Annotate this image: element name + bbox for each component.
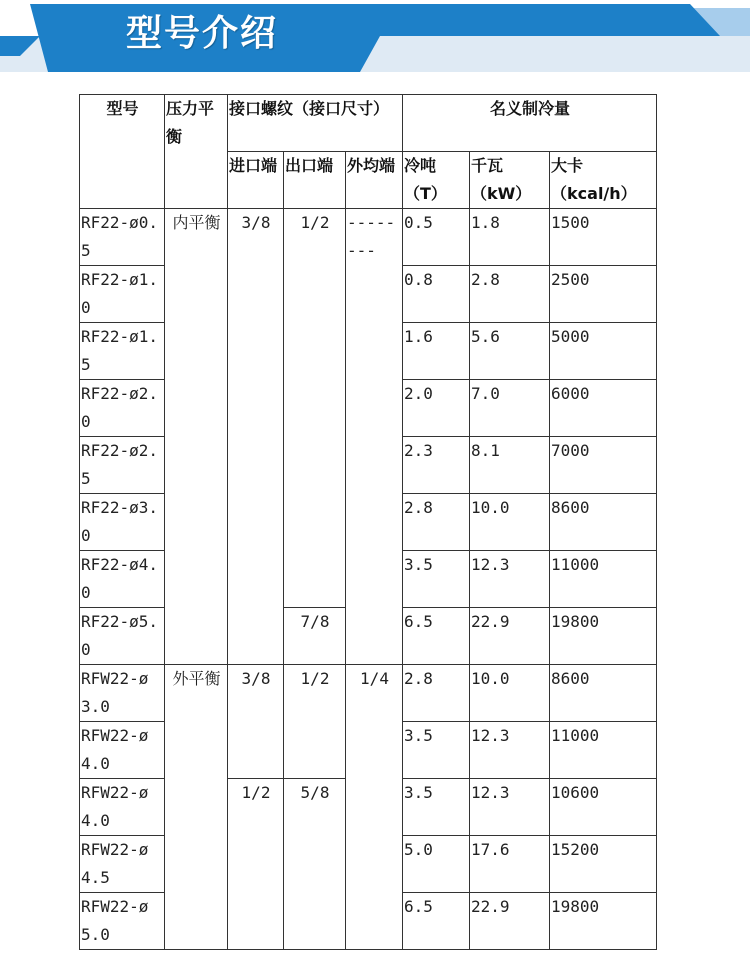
inlet-cell: 3/8 [228, 665, 284, 779]
kw-cell: 1.8 [470, 209, 550, 266]
kw-cell: 8.1 [470, 437, 550, 494]
external-cell: -------- [346, 209, 403, 665]
header-inlet: 进口端 [228, 152, 284, 209]
kw-cell: 10.0 [470, 494, 550, 551]
kcal-cell: 5000 [550, 323, 657, 380]
kw-cell: 2.8 [470, 266, 550, 323]
banner-shapes [0, 0, 750, 72]
header-thread-group: 接口螺纹（接口尺寸） [228, 95, 403, 152]
model-cell: RFW22-ø4.5 [80, 836, 165, 893]
header-capacity-group: 名义制冷量 [403, 95, 657, 152]
model-cell: RF22-ø1.5 [80, 323, 165, 380]
kcal-cell: 1500 [550, 209, 657, 266]
header-kcal: 大卡（kcal/h） [550, 152, 657, 209]
tons-cell: 1.6 [403, 323, 470, 380]
kcal-cell: 6000 [550, 380, 657, 437]
header-pressure: 压力平衡 [165, 95, 228, 209]
kw-cell: 17.6 [470, 836, 550, 893]
kw-cell: 22.9 [470, 608, 550, 665]
tons-cell: 6.5 [403, 893, 470, 950]
model-cell: RFW22-ø4.0 [80, 722, 165, 779]
kw-cell: 10.0 [470, 665, 550, 722]
external-cell: 1/4 [346, 665, 403, 950]
kcal-cell: 19800 [550, 608, 657, 665]
header-row-1 [80, 95, 657, 152]
kw-cell: 12.3 [470, 551, 550, 608]
kw-cell: 7.0 [470, 380, 550, 437]
kcal-cell: 11000 [550, 722, 657, 779]
tons-cell: 3.5 [403, 551, 470, 608]
model-cell: RF22-ø5.0 [80, 608, 165, 665]
pressure-cell-inner: 内平衡 [165, 209, 228, 665]
tons-cell: 0.8 [403, 266, 470, 323]
model-cell: RFW22-ø3.0 [80, 665, 165, 722]
table-row [80, 209, 657, 266]
header-outlet: 出口端 [284, 152, 346, 209]
tons-cell: 2.3 [403, 437, 470, 494]
header-kw: 千瓦（kW） [470, 152, 550, 209]
model-cell: RF22-ø2.5 [80, 437, 165, 494]
kcal-cell: 2500 [550, 266, 657, 323]
model-cell: RF22-ø2.0 [80, 380, 165, 437]
tons-cell: 3.5 [403, 779, 470, 836]
kcal-cell: 10600 [550, 779, 657, 836]
kcal-cell: 19800 [550, 893, 657, 950]
inlet-cell: 1/2 [228, 779, 284, 950]
outlet-cell: 1/2 [284, 665, 346, 779]
page-title: 型号介绍 [126, 12, 279, 54]
kw-cell: 22.9 [470, 893, 550, 950]
tons-cell: 6.5 [403, 608, 470, 665]
tons-cell: 2.0 [403, 380, 470, 437]
kw-cell: 12.3 [470, 779, 550, 836]
model-cell: RFW22-ø5.0 [80, 893, 165, 950]
tons-cell: 0.5 [403, 209, 470, 266]
tons-cell: 5.0 [403, 836, 470, 893]
outlet-cell: 1/2 [284, 209, 346, 608]
kw-cell: 5.6 [470, 323, 550, 380]
tons-cell: 2.8 [403, 665, 470, 722]
header-external: 外均端 [346, 152, 403, 209]
pressure-cell-external: 外平衡 [165, 665, 228, 950]
kcal-cell: 8600 [550, 665, 657, 722]
outlet-cell: 7/8 [284, 608, 346, 665]
kcal-cell: 8600 [550, 494, 657, 551]
tons-cell: 2.8 [403, 494, 470, 551]
model-cell: RF22-ø0.5 [80, 209, 165, 266]
kcal-cell: 11000 [550, 551, 657, 608]
model-cell: RF22-ø4.0 [80, 551, 165, 608]
model-spec-table [79, 94, 657, 950]
kcal-cell: 7000 [550, 437, 657, 494]
kw-cell: 12.3 [470, 722, 550, 779]
title-banner [0, 0, 750, 72]
model-cell: RF22-ø1.0 [80, 266, 165, 323]
table-row [80, 665, 657, 722]
model-cell: RFW22-ø4.0 [80, 779, 165, 836]
model-cell: RF22-ø3.0 [80, 494, 165, 551]
inlet-cell: 3/8 [228, 209, 284, 665]
tons-cell: 3.5 [403, 722, 470, 779]
kcal-cell: 15200 [550, 836, 657, 893]
outlet-cell: 5/8 [284, 779, 346, 950]
header-tons: 冷吨（T） [403, 152, 470, 209]
header-model: 型号 [80, 95, 165, 209]
